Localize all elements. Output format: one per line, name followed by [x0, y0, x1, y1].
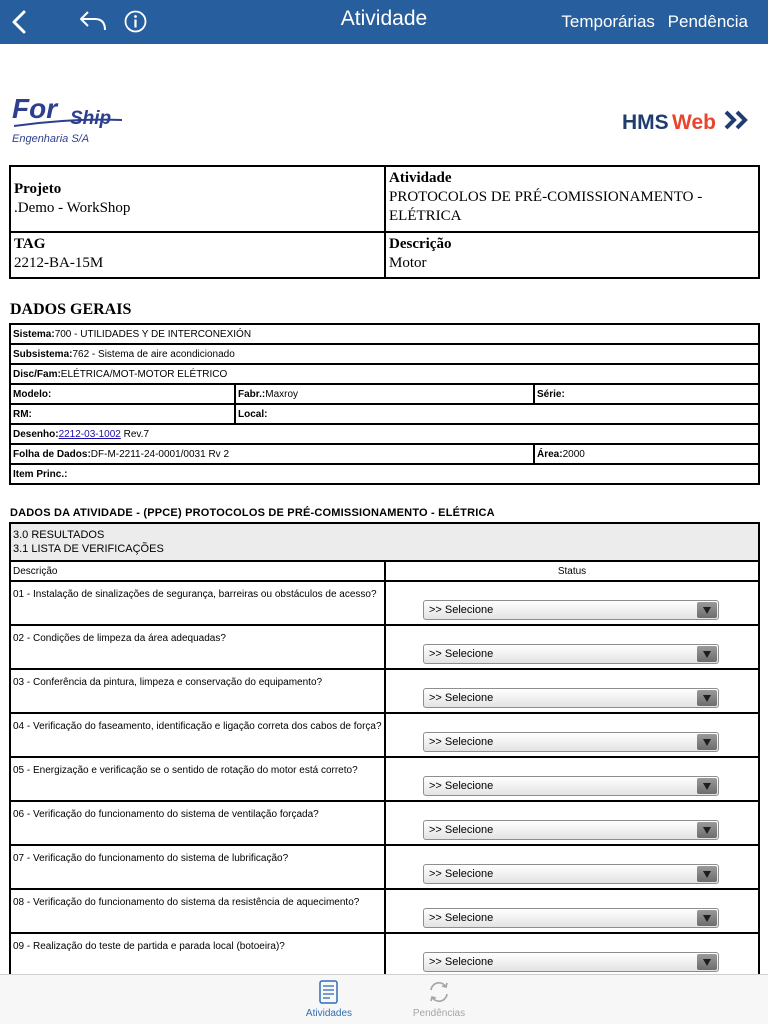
nav-right-buttons [553, 12, 748, 32]
results-header [10, 523, 759, 561]
check-item-text: 03 - Conferência da pintura, limpeza e conservação do equipamento? [10, 669, 385, 713]
item-princ-row: Item Princ.: [10, 464, 759, 484]
status-cell [385, 801, 759, 845]
table-row [10, 713, 759, 757]
tag-label: TAG [14, 236, 46, 252]
hmsweb-logo [620, 106, 760, 136]
content-area[interactable] [0, 44, 768, 974]
table-row [10, 625, 759, 669]
svg-text:HMS: HMS [622, 111, 669, 134]
svg-text:Web: Web [672, 111, 716, 134]
forship-logo [10, 92, 130, 148]
folha-dados-cell: Folha de Dados:DF-M-2211-24-0001/0031 Rv 2 [10, 444, 534, 464]
serie-cell: Série: [534, 384, 759, 404]
tab-pendencias[interactable] [394, 978, 484, 1019]
status-cell [385, 581, 759, 625]
status-select[interactable]: >> Selecione [423, 864, 719, 884]
subsistema-row: Subsistema:762 - Sistema de aire acondicionado [10, 344, 759, 364]
descricao-cell [385, 232, 759, 278]
project-header-table [9, 165, 760, 279]
atividade-label: Atividade [389, 170, 452, 186]
tag-value: 2212-BA-15M [14, 255, 104, 271]
check-item-text: 08 - Verificação do funcionamento do sistema da resistência de aquecimento? [10, 889, 385, 933]
dropdown-arrow-icon [697, 602, 717, 618]
temporarias-button[interactable]: Temporárias [561, 12, 655, 31]
tab-atividades[interactable] [284, 978, 374, 1019]
rm-cell: RM: [10, 404, 235, 424]
checklist-table [9, 522, 760, 974]
disc-fam-row: Disc/Fam:ELÉTRICA/MOT-MOTOR ELÉTRICO [10, 364, 759, 384]
tag-cell [10, 232, 385, 278]
chevron-left-icon[interactable] [8, 9, 32, 35]
pendencia-button[interactable]: Pendência [667, 12, 748, 31]
check-item-text: 02 - Condições de limpeza da área adequadas? [10, 625, 385, 669]
section-lista-verificacoes: 3.1 LISTA DE VERIFICAÇÕES [13, 543, 164, 555]
table-row [10, 889, 759, 933]
projeto-cell [10, 166, 385, 232]
status-select[interactable]: >> Selecione [423, 952, 719, 972]
status-cell [385, 933, 759, 974]
page-title: Atividade [340, 7, 428, 30]
area-cell: Área:2000 [534, 444, 759, 464]
section-resultados: 3.0 RESULTADOS [13, 529, 105, 541]
fabr-cell: Fabr.:Maxroy [235, 384, 534, 404]
status-cell [385, 625, 759, 669]
status-cell [385, 889, 759, 933]
table-row [10, 581, 759, 625]
svg-text:Engenharia S/A: Engenharia S/A [12, 133, 90, 145]
dropdown-arrow-icon [697, 734, 717, 750]
column-header-status: Status [385, 561, 759, 581]
reply-icon[interactable] [78, 8, 108, 34]
dropdown-arrow-icon [697, 690, 717, 706]
descricao-value: Motor [389, 255, 427, 271]
logos-area [0, 44, 768, 159]
dados-gerais-table [9, 323, 760, 485]
atividade-cell [385, 166, 759, 232]
dados-atividade-title: DADOS DA ATIVIDADE - (PPCE) PROTOCOLOS DE PRÉ-COMISSIONAMENTO - ELÉTRICA [10, 507, 495, 519]
descricao-label: Descrição [389, 236, 452, 252]
table-row [10, 757, 759, 801]
tab-bar [0, 974, 768, 1024]
document-list-icon [315, 978, 343, 1006]
refresh-icon [425, 978, 453, 1006]
dropdown-arrow-icon [697, 646, 717, 662]
dropdown-arrow-icon [697, 954, 717, 970]
check-item-text: 01 - Instalação de sinalizações de segurança, barreiras ou obstáculos de acesso? [10, 581, 385, 625]
sistema-row: Sistema:700 - UTILIDADES Y DE INTERCONEXIÓN [10, 324, 759, 344]
status-cell [385, 845, 759, 889]
dropdown-arrow-icon [697, 778, 717, 794]
local-cell: Local: [235, 404, 759, 424]
modelo-cell: Modelo: [10, 384, 235, 404]
status-cell [385, 669, 759, 713]
projeto-label: Projeto [14, 181, 62, 197]
svg-text:For: For [12, 93, 58, 124]
dropdown-arrow-icon [697, 910, 717, 926]
status-select[interactable]: >> Selecione [423, 644, 719, 664]
check-item-text: 07 - Verificação do funcionamento do sistema de lubrificação? [10, 845, 385, 889]
status-cell [385, 713, 759, 757]
table-row [10, 669, 759, 713]
navigation-bar [0, 0, 768, 44]
desenho-row: Desenho:2212-03-1002 Rev.7 [10, 424, 759, 444]
status-select[interactable]: >> Selecione [423, 820, 719, 840]
info-icon[interactable] [124, 10, 147, 33]
table-row [10, 845, 759, 889]
check-item-text: 04 - Verificação do faseamento, identificação e ligação correta dos cabos de força? [10, 713, 385, 757]
status-cell [385, 757, 759, 801]
desenho-link[interactable]: 2212-03-1002 [58, 428, 121, 440]
status-select[interactable]: >> Selecione [423, 688, 719, 708]
svg-text:Ship: Ship [70, 108, 112, 129]
table-row [10, 933, 759, 974]
status-select[interactable]: >> Selecione [423, 600, 719, 620]
check-item-text: 06 - Verificação do funcionamento do sistema de ventilação forçada? [10, 801, 385, 845]
table-row [10, 801, 759, 845]
tab-pendencias-label: Pendências [412, 1008, 466, 1019]
atividade-value: PROTOCOLOS DE PRÉ-COMISSIONAMENTO - ELÉTRICA [389, 189, 703, 224]
dropdown-arrow-icon [697, 866, 717, 882]
check-item-text: 09 - Realização do teste de partida e parada local (botoeira)? [10, 933, 385, 974]
projeto-value: .Demo - WorkShop [14, 200, 131, 216]
tab-atividades-label: Atividades [305, 1008, 353, 1019]
status-select[interactable]: >> Selecione [423, 908, 719, 928]
dados-gerais-title: DADOS GERAIS [10, 301, 132, 318]
column-header-descricao: Descrição [10, 561, 385, 581]
check-item-text: 05 - Energização e verificação se o sentido de rotação do motor está correto? [10, 757, 385, 801]
status-select[interactable]: >> Selecione [423, 732, 719, 752]
dropdown-arrow-icon [697, 822, 717, 838]
status-select[interactable]: >> Selecione [423, 776, 719, 796]
